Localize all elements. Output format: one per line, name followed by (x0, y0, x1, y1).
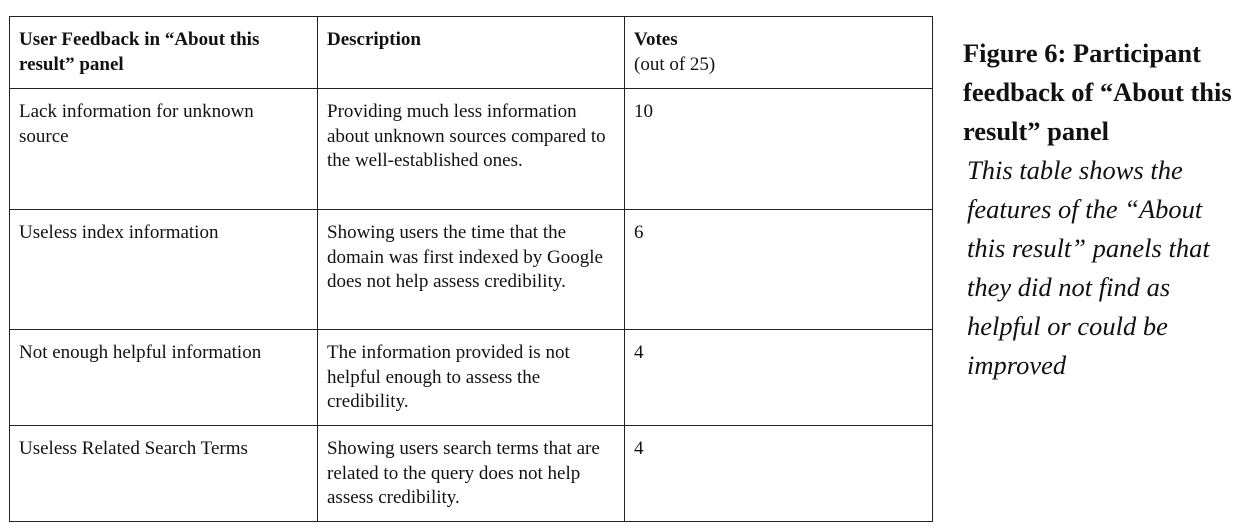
row-votes: 4 (625, 330, 933, 426)
header-feedback: User Feedback in “About this result” panel (10, 17, 318, 89)
caption-title: Figure 6: Participant feedback of “About this result” panel (963, 38, 1232, 146)
row-description: Showing users search terms that are related to the query does not help assess credibility. (318, 426, 625, 522)
feedback-table (9, 16, 933, 522)
figure-caption (963, 34, 1239, 385)
table-row (10, 330, 933, 426)
row-feedback: Lack information for unknown source (10, 89, 318, 210)
row-votes: 6 (625, 210, 933, 330)
row-feedback: Useless index information (10, 210, 318, 330)
row-votes: 10 (625, 89, 933, 210)
header-description: Description (318, 17, 625, 89)
table-header-row (10, 17, 933, 89)
row-description: Providing much less information about unknown sources compared to the well-established ones. (318, 89, 625, 210)
header-votes-label: Votes (634, 29, 678, 50)
header-votes (625, 17, 933, 89)
table-row (10, 210, 933, 330)
row-votes: 4 (625, 426, 933, 522)
row-feedback: Useless Related Search Terms (10, 426, 318, 522)
row-feedback: Not enough helpful information (10, 330, 318, 426)
caption-body: This table shows the features of the “About this result” panels that they did not find as helpful or could be improved (967, 155, 1210, 380)
table-row (10, 89, 933, 210)
header-votes-sub: (out of 25) (634, 53, 716, 75)
row-description: Showing users the time that the domain was first indexed by Google does not help assess credibility. (318, 210, 625, 330)
table-row (10, 426, 933, 522)
row-description: The information provided is not helpful enough to assess the credibility. (318, 330, 625, 426)
